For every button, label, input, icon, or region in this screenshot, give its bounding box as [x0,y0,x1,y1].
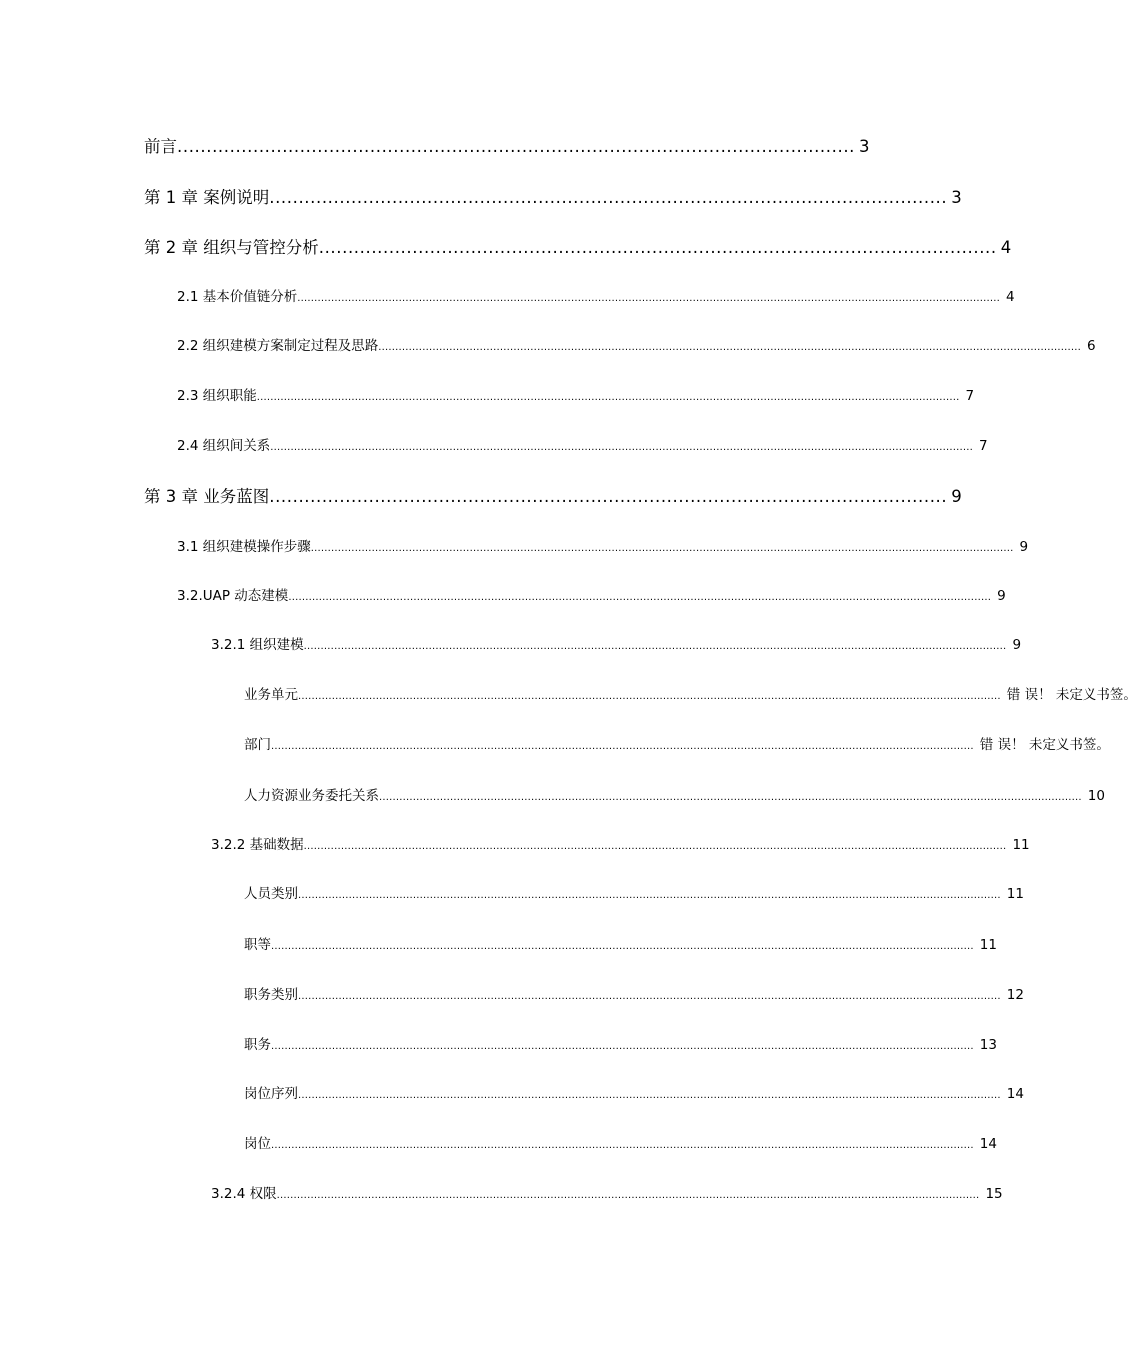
toc-entry-preface[interactable] [144,133,870,157]
toc-entry-chapter-3[interactable] [144,483,962,507]
toc-entry-label: 2.1 基本价值链分析 [177,289,298,305]
toc-entry-label: 第 3 章 业务蓝图 [144,487,270,506]
toc-entry-label: 3.2.2 基础数据 [211,837,304,853]
toc-entry-3-2-4[interactable] [211,1182,1003,1202]
toc-leader-dots: ................................................................................................................................................................................................................ [271,1041,974,1052]
toc-leader-dots: ................................................................................................................................................................................................................ [379,792,1082,803]
toc-leader-dots: ................................................................................................................................................................................................................ [297,293,1001,304]
toc-entry-3-2-2[interactable] [211,833,1030,853]
toc-entry-2-1[interactable] [177,285,1015,305]
toc-leader-dots: ................................................................................................................................................................................................................ [288,592,992,603]
toc-entry-page: 12 [1006,987,1024,1003]
toc-entry-page: 11 [1012,837,1030,853]
toc-entry-page: 错 误！ 未定义书签。 [1006,687,1137,703]
toc-entry-page: 11 [1006,886,1024,902]
toc-entry-label: 人员类别 [244,886,298,902]
toc-entry-duty-category[interactable] [244,983,1024,1003]
toc-entry-hr-delegation[interactable] [244,784,1105,804]
toc-entry-page: 错 误！ 未定义书签。 [979,737,1110,753]
toc-leader-dots: ................................................................................................................................................................................................................ [378,342,1082,353]
toc-entry-post[interactable] [244,1132,997,1152]
toc-entry-label: 2.4 组织间关系 [177,438,271,454]
toc-leader-dots: ................................................................................................................................................................................................................ [270,442,974,453]
toc-leader-dots: ................................................................................................................................................................................................................ [298,890,1001,901]
toc-entry-page: 11 [979,937,997,953]
toc-leader-dots: ................................................................................................................................................................................................................ [271,1140,974,1151]
toc-entry-2-3[interactable] [177,384,975,404]
toc-entry-page: 6 [1087,338,1096,354]
toc-leader-dots: .................................................................................................................... [269,188,948,207]
toc-entry-page: 3 [859,137,870,156]
toc-entry-3-2-1[interactable] [211,633,1022,653]
toc-entry-label: 职务类别 [244,987,298,1003]
toc-leader-dots: ................................................................................................................................................................................................................ [298,991,1001,1002]
toc-entry-page: 7 [965,388,975,404]
toc-entry-label: 3.1 组织建模操作步骤 [177,539,311,555]
toc-entry-label: 部门 [244,737,271,753]
toc-leader-dots: .................................................................................................................... [318,238,997,257]
toc-entry-label: 3.2.UAP 动态建模 [177,588,289,604]
toc-entry-label: 2.2 组织建模方案制定过程及思路 [177,338,379,354]
toc-entry-page: 9 [1012,637,1022,653]
toc-entry-3-2[interactable] [177,584,1006,604]
toc-entry-page: 15 [985,1186,1003,1202]
toc-entry-label: 岗位序列 [244,1086,298,1102]
toc-leader-dots: ................................................................................................................................................................................................................ [303,841,1007,852]
toc-entry-page: 9 [1019,539,1029,555]
toc-entry-page: 9 [951,487,962,506]
toc-entry-page: 7 [979,438,988,454]
toc-leader-dots: ................................................................................................................................................................................................................ [310,543,1014,554]
toc-entry-label: 人力资源业务委托关系 [244,788,379,804]
toc-entry-post-sequence[interactable] [244,1082,1024,1102]
toc-entry-page: 4 [1006,289,1015,305]
toc-entry-label: 3.2.4 权限 [211,1186,277,1202]
toc-entry-department[interactable] [244,733,1110,753]
toc-entry-2-4[interactable] [177,434,988,454]
toc-leader-dots: ................................................................................................................................................................................................................ [256,392,960,403]
toc-entry-staff-category[interactable] [244,882,1024,902]
toc-leader-dots: .................................................................................................................... [177,137,856,156]
toc-leader-dots: .................................................................................................................... [269,487,948,506]
toc-entry-page: 4 [1000,238,1012,257]
toc-entry-3-1[interactable] [177,535,1029,555]
toc-leader-dots: ................................................................................................................................................................................................................ [298,1090,1001,1101]
toc-entry-duty[interactable] [244,1033,997,1053]
toc-entry-chapter-1[interactable] [144,184,962,208]
toc-entry-page: 10 [1087,788,1105,804]
toc-entry-job-grade[interactable] [244,933,997,953]
toc-entry-page: 13 [979,1037,997,1053]
toc-entry-label: 前言 [144,137,177,156]
toc-leader-dots: ................................................................................................................................................................................................................ [271,941,974,952]
toc-entry-page: 3 [951,188,962,207]
toc-entry-label: 第 2 章 组织与管控分析 [144,238,319,257]
toc-entry-label: 3.2.1 组织建模 [211,637,304,653]
toc-entry-label: 岗位 [244,1136,271,1152]
toc-entry-label: 第 1 章 案例说明 [144,188,270,207]
toc-entry-page: 9 [997,588,1006,604]
toc-entry-2-2[interactable] [177,334,1096,354]
toc-entry-label: 业务单元 [244,687,298,703]
toc-entry-label: 职务 [244,1037,271,1053]
toc-entry-label: 职等 [244,937,271,953]
toc-leader-dots: ................................................................................................................................................................................................................ [298,691,1001,702]
toc-entry-page: 14 [1006,1086,1024,1102]
toc-leader-dots: ................................................................................................................................................................................................................ [271,741,974,752]
toc-entry-chapter-2[interactable] [144,234,1012,258]
toc-leader-dots: ................................................................................................................................................................................................................ [303,641,1007,652]
toc-leader-dots: ................................................................................................................................................................................................................ [276,1190,980,1201]
toc-entry-page: 14 [979,1136,997,1152]
toc-entry-label: 2.3 组织职能 [177,388,257,404]
toc-entry-business-unit[interactable] [244,683,1137,703]
